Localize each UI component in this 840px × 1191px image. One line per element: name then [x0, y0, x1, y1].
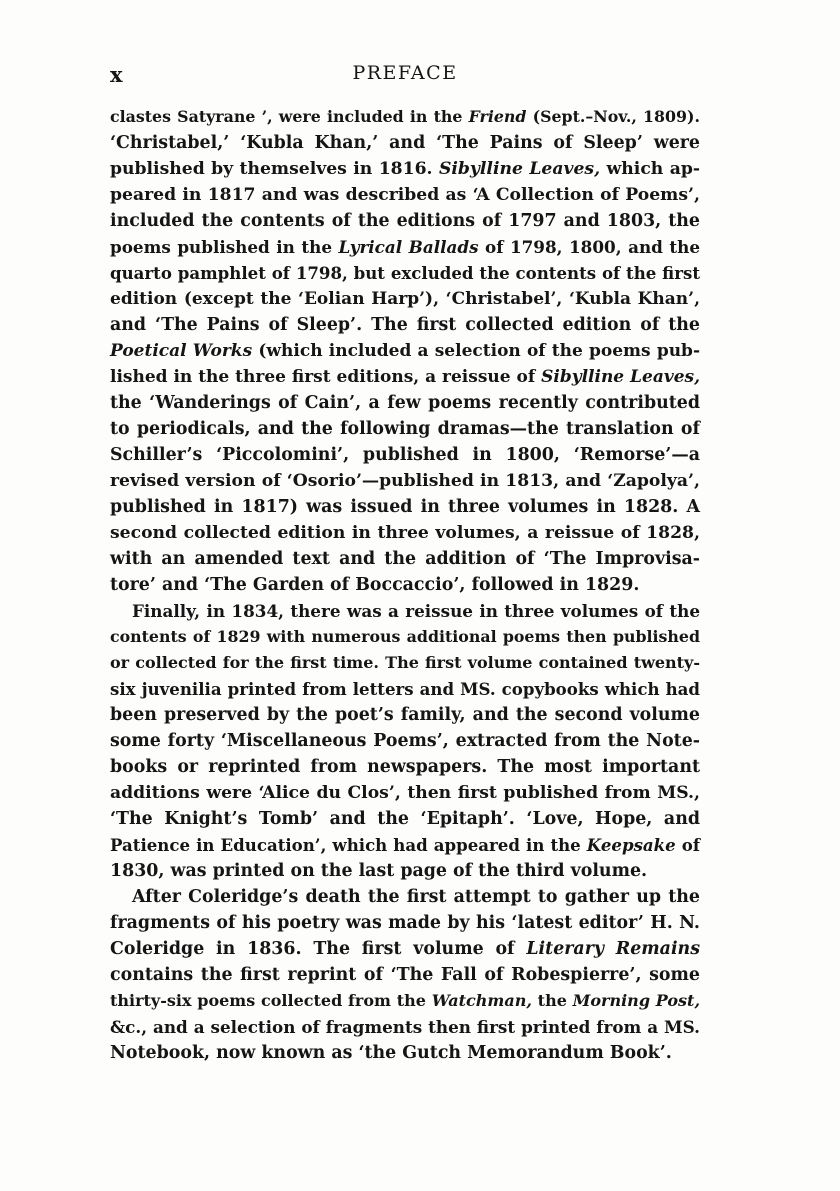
- text-segment: thirty-six poems collected from the: [110, 991, 432, 1010]
- text-line: [110, 338, 700, 364]
- text-segment: 1830, was printed on the last page of the third volume.: [110, 861, 648, 881]
- text-line: [110, 312, 700, 338]
- text-line: [110, 806, 700, 832]
- text-segment: the: [531, 991, 573, 1010]
- text-line: [110, 234, 700, 260]
- text-line: [110, 910, 700, 936]
- text-segment: edition (except the ‘Eolian Harp’), ‘Christabel’, ‘Kubla Khan’,: [110, 289, 700, 309]
- text-segment: the ‘Wanderings of Cain’, a few poems recently contributed: [110, 393, 700, 413]
- text-line: [110, 702, 700, 728]
- text-line: [110, 546, 700, 572]
- italic-title: Watchman,: [431, 991, 532, 1010]
- text-line: [110, 884, 700, 910]
- text-line: [110, 988, 700, 1014]
- italic-title: Friend: [468, 107, 527, 126]
- text-segment: poems published in the: [110, 237, 339, 257]
- text-line: [110, 1040, 700, 1066]
- text-line: [110, 858, 700, 884]
- text-line: [110, 676, 700, 702]
- text-line: [110, 754, 700, 780]
- text-segment: included the contents of the editions of 1797 and 1803, the: [110, 211, 700, 231]
- text-segment: quarto pamphlet of 1798, but excluded the contents of the first: [110, 263, 700, 283]
- text-segment: been preserved by the poet’s family, and the second volume: [110, 705, 700, 725]
- body-text: [110, 104, 700, 1066]
- text-segment: revised version of ‘Osorio’—published in 1813, and ‘Zapolya’,: [110, 471, 700, 491]
- text-segment: with an amended text and the addition of ‘The Improvisa-: [110, 549, 700, 569]
- text-segment: published in 1817) was issued in three volumes in 1828. A: [110, 497, 700, 517]
- italic-title: Morning Post,: [572, 991, 701, 1010]
- text-line: [110, 390, 700, 416]
- running-title: PREFACE: [352, 62, 458, 84]
- text-line: [110, 104, 700, 130]
- text-line: [110, 650, 700, 676]
- italic-title: Sibylline Leaves,: [541, 367, 701, 387]
- text-segment: Notebook, now known as ‘the Gutch Memorandum Book’.: [110, 1043, 672, 1063]
- italic-title: Lyrical Ballads: [338, 237, 479, 257]
- text-segment: contains the first reprint of ‘The Fall of Robespierre’, some: [110, 965, 700, 985]
- italic-title: Poetical Works: [110, 341, 253, 361]
- text-segment: peared in 1817 and was described as ‘A Collection of Poems’,: [110, 185, 700, 205]
- text-line: [110, 286, 700, 312]
- text-segment: books or reprinted from newspapers. The most important: [110, 757, 700, 777]
- text-line: [110, 442, 700, 468]
- italic-title: Sibylline Leaves,: [438, 159, 601, 179]
- text-line: [110, 156, 700, 182]
- text-segment: contents of 1829 with numerous additional poems then published: [110, 627, 700, 646]
- text-line: [110, 598, 700, 624]
- text-line: [110, 1014, 700, 1040]
- text-segment: clastes Satyrane ’, were included in the: [110, 107, 469, 126]
- page-number: x: [110, 62, 123, 87]
- text-line: [110, 832, 700, 858]
- text-segment: Finally, in 1834, there was a reissue in three volumes of the: [132, 601, 700, 621]
- text-line: [110, 416, 700, 442]
- text-line: [110, 130, 700, 156]
- text-segment: tore’ and ‘The Garden of Boccaccio’, followed in 1829.: [110, 575, 640, 595]
- page-header: [110, 62, 700, 92]
- text-segment: second collected edition in three volumes, a reissue of 1828,: [110, 523, 700, 543]
- text-segment: some forty ‘Miscellaneous Poems’, extracted from the Note-: [110, 731, 700, 751]
- text-line: [110, 494, 700, 520]
- text-line: [110, 520, 700, 546]
- text-segment: to periodicals, and the following dramas—the translation of: [110, 419, 700, 439]
- text-segment: or collected for the first time. The first volume contained twenty-: [110, 653, 700, 672]
- text-segment: of: [675, 835, 701, 855]
- text-line: [110, 364, 700, 390]
- text-segment: Coleridge in 1836. The first volume of: [110, 939, 527, 959]
- text-segment: Schiller’s ‘Piccolomini’, published in 1800, ‘Remorse’—a: [110, 445, 700, 465]
- text-line: [110, 572, 700, 598]
- text-segment: published by themselves in 1816.: [110, 159, 439, 179]
- text-segment: ‘Christabel,’ ‘Kubla Khan,’ and ‘The Pains of Sleep’ were: [110, 133, 700, 153]
- text-segment: of 1798, 1800, and the: [478, 237, 701, 257]
- text-segment: fragments of his poetry was made by his ‘latest editor’ H. N.: [110, 913, 700, 933]
- text-line: [110, 624, 700, 650]
- text-line: [110, 936, 700, 962]
- text-segment: six juvenilia printed from letters and MS. copybooks which had: [110, 679, 700, 699]
- text-segment: and ‘The Pains of Sleep’. The first collected edition of the: [110, 315, 700, 335]
- text-segment: (Sept.–Nov., 1809).: [526, 107, 700, 126]
- text-line: [110, 962, 700, 988]
- text-line: [110, 182, 700, 208]
- text-line: [110, 780, 700, 806]
- text-segment: Patience in Education’, which had appeared in the: [110, 835, 587, 855]
- text-line: [110, 260, 700, 286]
- text-segment: &c., and a selection of fragments then first printed from a MS.: [110, 1017, 700, 1037]
- text-segment: After Coleridge’s death the first attempt to gather up the: [132, 887, 700, 907]
- text-segment: (which included a selection of the poems pub-: [252, 341, 701, 361]
- text-segment: lished in the three first editions, a reissue of: [110, 367, 542, 387]
- text-line: [110, 468, 700, 494]
- text-segment: which ap-: [600, 159, 700, 179]
- italic-title: Keepsake: [586, 835, 676, 855]
- text-segment: ‘The Knight’s Tomb’ and the ‘Epitaph’. ‘Love, Hope, and: [110, 809, 700, 829]
- italic-title: Literary Remains: [526, 939, 700, 959]
- text-line: [110, 728, 700, 754]
- text-segment: additions were ‘Alice du Clos’, then first published from MS.,: [110, 783, 700, 803]
- text-line: [110, 208, 700, 234]
